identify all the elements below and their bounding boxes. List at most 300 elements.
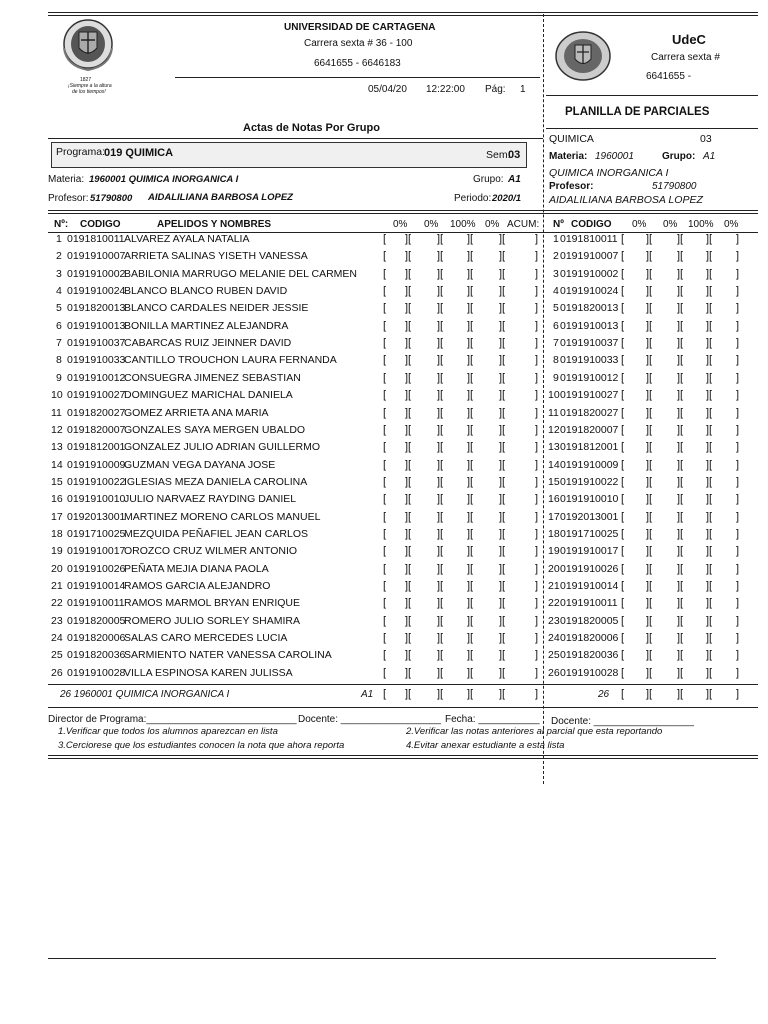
grade-bracket: ][ [467,233,474,245]
grade-bracket: ][ [499,458,506,471]
grade-bracket: ][ [499,597,506,610]
grade-bracket: ][ [499,319,506,332]
grade-bracket: ][ [499,649,506,662]
grade-bracket: ][ [499,337,506,350]
summary-right-bracket: [ [621,688,625,700]
right-grupo-label: Grupo: [662,151,696,162]
right-grade-bracket: [ [621,666,625,679]
right-row-code: 0191910013 [560,319,619,332]
right-row-code: 0191910002 [560,267,619,280]
summary-right-count: 26 [598,689,610,700]
right-grade-bracket: [ [621,285,625,298]
right-row-code: 0191910026 [560,562,619,575]
grade-bracket: ][ [437,423,444,436]
grade-bracket: ][ [405,493,412,506]
docente-signature-line: Docente: __________________ [298,714,441,725]
grade-bracket: ][ [437,632,444,645]
summary-top-rule [48,684,758,685]
right-grade-bracket: ][ [646,423,653,436]
grade-bracket: ][ [437,614,444,627]
grade-bracket: ][ [467,319,474,332]
row-name: ARRIETA SALINAS YISETH VANESSA [124,250,308,263]
right-row-code: 0191910011 [560,597,618,610]
row-number: 16 [51,493,63,506]
note-3: 3.Cerciorese que los estudiantes conocen la nota que ahora reporta [58,740,345,751]
grade-bracket: ][ [467,302,474,315]
right-grade-bracket: ][ [646,267,653,280]
grade-bracket: ][ [405,580,412,592]
grade-bracket: [ [383,319,387,332]
grade-bracket: ][ [405,406,412,419]
right-grade-bracket: [ [621,493,625,506]
row-code: 0191910026 [67,562,126,575]
grade-bracket: ][ [467,441,474,454]
right-grade-bracket: [ [621,389,625,402]
grade-bracket: ][ [405,666,412,679]
grade-bracket: [ [383,233,387,245]
row-name: CONSUEGRA JIMENEZ SEBASTIAN [124,371,301,384]
right-grade-bracket: ][ [646,580,653,592]
right-grade-bracket: ] [736,423,740,436]
grade-bracket: ][ [437,250,444,263]
row-code: 0191810011 [67,233,125,245]
row-name: PEÑATA MEJIA DIANA PAOLA [124,562,269,575]
grade-bracket: ][ [437,319,444,332]
right-grade-bracket: ] [736,580,740,592]
right-row-code: 0191910012 [560,371,619,384]
grade-bracket: ][ [499,614,506,627]
right-grade-bracket: ][ [646,493,653,506]
right-grade-bracket: ][ [677,614,684,627]
right-grade-bracket: ] [736,319,740,332]
grade-bracket: ][ [405,319,412,332]
right-grade-bracket: ][ [677,441,684,454]
grade-bracket: ] [535,562,539,575]
row-code: 0191910002 [67,267,126,280]
right-row-number: 5 [553,302,559,315]
right-row-number: 17 [548,510,560,523]
row-number: 8 [56,354,62,367]
grade-bracket: ][ [499,389,506,402]
right-row-code: 0191812001 [560,441,619,454]
right-grade-bracket: ][ [677,527,684,540]
right-row-number: 11 [548,406,559,419]
grade-bracket: ] [535,371,539,384]
right-grade-bracket: [ [621,458,625,471]
right-grade-bracket: [ [621,371,625,384]
grade-bracket: ][ [499,545,506,558]
grade-bracket: [ [383,354,387,367]
row-code: 0191820036 [67,649,126,662]
row-name: SARMIENTO NATER VANESSA CAROLINA [124,649,332,662]
row-code: 0191910022 [67,475,126,488]
info-top-rule [48,138,543,139]
grade-bracket: ][ [437,545,444,558]
row-name: IGLESIAS MEZA DANIELA CAROLINA [124,475,308,488]
top-rule [48,12,758,16]
right-grade-bracket: ] [736,458,740,471]
right-grade-bracket: ] [736,371,740,384]
grade-bracket: ][ [467,493,474,506]
right-row-code: 0191910014 [560,580,619,592]
right-row-number: 23 [548,614,560,627]
right-row-number: 21 [548,580,560,592]
right-row-code: 0191910010 [560,493,619,506]
udec-phones: 6641655 - [646,71,692,82]
right-grupo-value: A1 [703,151,716,162]
periodo-label: Periodo: [454,193,492,204]
right-row-number: 24 [548,632,560,645]
summary-bracket: ][ [467,688,474,700]
right-row-number: 15 [548,475,560,488]
right-grade-bracket: ][ [677,510,684,523]
row-number: 5 [56,302,62,315]
right-grade-bracket: ] [736,666,740,679]
right-grade-bracket: ] [736,337,740,350]
right-row-number: 22 [548,597,560,610]
row-code: 0191820007 [67,423,126,436]
grade-bracket: ][ [499,510,506,523]
right-grade-bracket: ][ [646,406,653,419]
grade-bracket: ][ [437,580,444,592]
right-grade-bracket: ] [736,354,740,367]
right-grade-bracket: ][ [677,319,684,332]
right-grade-bracket: [ [621,649,625,662]
row-number: 25 [51,649,63,662]
row-name: MARTINEZ MORENO CARLOS MANUEL [124,510,321,523]
row-name: VILLA ESPINOSA KAREN JULISSA [124,666,293,679]
right-grade-bracket: [ [621,406,625,419]
grade-bracket: ][ [437,510,444,523]
right-row-number: 12 [548,423,560,436]
grade-bracket: ] [535,389,539,402]
summary-right-bracket: ][ [677,688,684,700]
right-grade-bracket: ][ [706,493,713,506]
row-name: BABILONIA MARRUGO MELANIE DEL CARMEN [124,267,357,280]
grade-bracket: ][ [499,475,506,488]
right-materia-code: 1960001 [595,151,634,162]
grade-bracket: ][ [437,649,444,662]
grade-bracket: ][ [499,562,506,575]
grade-bracket: ][ [467,649,474,662]
grade-bracket: ][ [499,406,506,419]
grade-bracket: ][ [499,580,506,592]
grade-bracket: ] [535,285,539,298]
right-row-number: 7 [553,337,559,350]
row-number: 17 [51,510,63,523]
summary-group: A1 [361,689,374,700]
grade-bracket: ][ [467,267,474,280]
right-sem: 03 [700,133,712,145]
right-grade-bracket: ][ [677,666,684,679]
grade-bracket: ][ [467,597,474,610]
right-grade-bracket: ][ [646,666,653,679]
row-code: 0192013001 [67,510,126,523]
right-grade-bracket: ][ [646,371,653,384]
grade-bracket: ] [535,319,539,332]
grade-bracket: ][ [467,285,474,298]
right-grade-bracket: ] [736,233,740,245]
right-course: QUIMICA INORGANICA I [549,167,669,179]
grade-bracket: ][ [405,510,412,523]
row-code: 0191812001 [67,441,126,454]
grade-bracket: ] [535,354,539,367]
right-grade-bracket: ][ [706,545,713,558]
university-phones: 6641655 - 6646183 [314,58,401,69]
right-grade-bracket: ][ [677,493,684,506]
grade-bracket: ] [535,423,539,436]
right-grade-bracket: ][ [677,545,684,558]
right-grade-bracket: ][ [677,649,684,662]
right-grade-bracket: ][ [646,597,653,610]
grade-bracket: [ [383,527,387,540]
row-code: 0191910033 [67,354,126,367]
right-grade-bracket: ][ [706,580,713,592]
row-number: 26 [51,666,63,679]
row-name: RAMOS GARCIA ALEJANDRO [124,580,271,592]
right-row-code: 0191820013 [560,302,619,315]
row-code: 0191820005 [67,614,126,627]
grade-bracket: ] [535,614,539,627]
right-grade-bracket: ][ [706,302,713,315]
right-row-code: 0191910028 [560,666,619,679]
seal-caption-motto-1: ¡Siempre a la altura [68,83,112,89]
grade-bracket: ][ [467,562,474,575]
row-code: 0191710025 [67,527,126,540]
grade-bracket: [ [383,562,387,575]
row-name: SALAS CARO MERCEDES LUCIA [124,632,288,645]
note-1: 1.Verificar que todos los alumnos aparezcan en lista [58,726,278,737]
right-grade-bracket: ] [736,285,740,298]
right-row-number: 9 [553,371,559,384]
planilla-title: PLANILLA DE PARCIALES [565,106,710,118]
right-grade-bracket: [ [621,527,625,540]
grade-bracket: ][ [437,302,444,315]
right-grade-bracket: ][ [706,406,713,419]
grade-bracket: [ [383,458,387,471]
grade-bracket: [ [383,389,387,402]
right-row-code: 0191910022 [560,475,619,488]
header-rule [175,77,540,78]
row-name: CABARCAS RUIZ JEINNER DAVID [124,337,292,350]
summary-right-bracket: ] [736,688,740,700]
right-grade-bracket: ][ [677,285,684,298]
col-p3: 100% [450,219,476,230]
row-name: OROZCO CRUZ WILMER ANTONIO [124,545,298,558]
udec-brand: UdeC [672,32,706,47]
sem-label: Sem: [486,149,511,161]
grade-bracket: ][ [405,285,412,298]
row-name: GUZMAN VEGA DAYANA JOSE [124,458,276,471]
right-grade-bracket: ] [736,493,740,506]
page-number: 1 [520,84,526,95]
grade-bracket: ][ [499,666,506,679]
grade-bracket: [ [383,545,387,558]
right-row-number: 4 [553,285,559,298]
row-code: 0191910017 [67,545,126,558]
row-code: 0191820006 [67,632,126,645]
grade-bracket: ] [535,666,539,679]
grade-bracket: ][ [405,545,412,558]
right-grade-bracket: ][ [677,562,684,575]
grade-bracket: [ [383,250,387,263]
right-grade-bracket: ][ [706,649,713,662]
grade-bracket: ][ [499,285,506,298]
grade-bracket: [ [383,614,387,627]
row-name: GOMEZ ARRIETA ANA MARIA [124,406,269,419]
row-name: BLANCO BLANCO RUBEN DAVID [124,285,288,298]
right-grade-bracket: ][ [706,441,713,454]
grade-bracket: ][ [437,493,444,506]
right-grade-bracket: ] [736,649,740,662]
grade-bracket: ][ [467,406,474,419]
right-row-number: 19 [548,545,560,558]
row-name: DOMINGUEZ MARICHAL DANIELA [124,389,293,402]
row-number: 19 [51,545,63,558]
right-grade-bracket: [ [621,597,625,610]
right-grade-bracket: ][ [646,389,653,402]
grade-bracket: ][ [437,337,444,350]
row-number: 6 [56,319,62,332]
row-number: 13 [51,441,63,454]
grade-bracket: ] [535,233,539,245]
col-num: Nº: [54,219,69,230]
page-label: Pág: [485,84,506,95]
grade-bracket: ][ [499,632,506,645]
grade-bracket: ][ [467,250,474,263]
page-bottom-rule [48,958,716,959]
grade-bracket: ][ [467,371,474,384]
grade-bracket: ][ [405,371,412,384]
right-grade-bracket: ][ [706,614,713,627]
report-title: Actas de Notas Por Grupo [243,122,380,134]
right-row-code: 0191910007 [560,250,619,263]
row-name: ROMERO JULIO SORLEY SHAMIRA [124,614,301,627]
right-grade-bracket: ][ [677,302,684,315]
grade-bracket: [ [383,632,387,645]
grade-bracket: [ [383,302,387,315]
programa-value: 019 QUIMICA [104,147,174,159]
right-grade-bracket: ][ [706,354,713,367]
materia-value: 1960001 QUIMICA INORGANICA I [89,174,239,185]
right-grade-bracket: ][ [706,389,713,402]
grade-bracket: ] [535,493,539,506]
right-grade-bracket: ][ [677,475,684,488]
right-grade-bracket: ][ [677,371,684,384]
grade-bracket: ][ [499,493,506,506]
right-row-code: 0191710025 [560,527,619,540]
seal-caption-year: 1827 [80,77,92,83]
grade-bracket: [ [383,337,387,350]
right-grade-bracket: ][ [706,285,713,298]
grade-bracket: ][ [405,250,412,263]
grade-bracket: [ [383,406,387,419]
summary-bracket: ][ [405,688,412,700]
right-row-number: 2 [553,250,559,263]
right-grade-bracket: ][ [646,510,653,523]
right-grade-bracket: ][ [646,302,653,315]
grade-bracket: ][ [437,475,444,488]
grade-bracket: ][ [467,666,474,679]
right-grade-bracket: ][ [706,597,713,610]
report-time: 12:22:00 [426,84,465,95]
row-number: 24 [51,632,63,645]
grade-bracket: ][ [405,441,412,454]
note-2: 2.Verificar las notas anteriores al parcial que esta reportando [406,726,663,737]
row-name: JULIO NARVAEZ RAYDING DANIEL [124,493,297,506]
col-code: CODIGO [80,219,121,230]
right-grade-bracket: ] [736,527,740,540]
right-grade-bracket: ][ [677,423,684,436]
row-number: 2 [56,250,62,263]
grade-bracket: ][ [499,354,506,367]
udec-address: Carrera sexta # [651,52,720,63]
grade-bracket: ][ [467,527,474,540]
right-grade-bracket: ] [736,441,740,454]
grade-bracket: [ [383,267,387,280]
right-grade-bracket: ][ [677,354,684,367]
row-number: 9 [56,371,62,384]
grade-bracket: ][ [467,614,474,627]
grade-bracket: ] [535,649,539,662]
grade-bracket: ] [535,302,539,315]
grade-bracket: ][ [499,441,506,454]
grade-bracket: [ [383,441,387,454]
periodo-value: 2020/1 [492,193,522,204]
right-row-code: 0191910037 [560,337,619,350]
right-row-number: 13 [548,441,560,454]
right-grade-bracket: ][ [677,389,684,402]
grade-bracket: ][ [467,510,474,523]
sem-value: 03 [508,149,521,161]
row-number: 12 [51,423,63,436]
grade-bracket: ] [535,545,539,558]
right-materia-label: Materia: [549,151,588,162]
right-profesor-label: Profesor: [549,181,594,192]
grade-bracket: ] [535,458,539,471]
right-grade-bracket: ][ [646,319,653,332]
right-row-code: 0191820005 [560,614,619,627]
right-grade-bracket: ][ [646,527,653,540]
right-grade-bracket: [ [621,250,625,263]
right-grade-bracket: ][ [706,510,713,523]
right-grade-bracket: [ [621,337,625,350]
col-acum: ACUM: [507,219,540,230]
grade-bracket: ][ [499,302,506,315]
grade-bracket: ][ [467,389,474,402]
row-code: 0191910010 [67,493,126,506]
right-grade-bracket: ][ [706,632,713,645]
grade-bracket: ] [535,527,539,540]
right-row-code: 0191910017 [560,545,619,558]
right-row-code: 0191820007 [560,423,619,436]
grade-bracket: ][ [405,458,412,471]
grade-bracket: [ [383,510,387,523]
right-info-rule [546,128,758,129]
col-p1: 0% [393,219,408,230]
right-grade-bracket: ][ [646,354,653,367]
right-grade-bracket: [ [621,302,625,315]
row-number: 10 [51,389,63,402]
right-grade-bracket: ][ [646,337,653,350]
grade-bracket: ][ [437,666,444,679]
r-col-num: Nº [553,219,564,230]
row-number: 15 [51,475,63,488]
col-name: APELIDOS Y NOMBRES [157,219,272,230]
grade-bracket: ][ [405,389,412,402]
right-row-number: 1 [553,233,559,245]
grade-bracket: ][ [405,649,412,662]
